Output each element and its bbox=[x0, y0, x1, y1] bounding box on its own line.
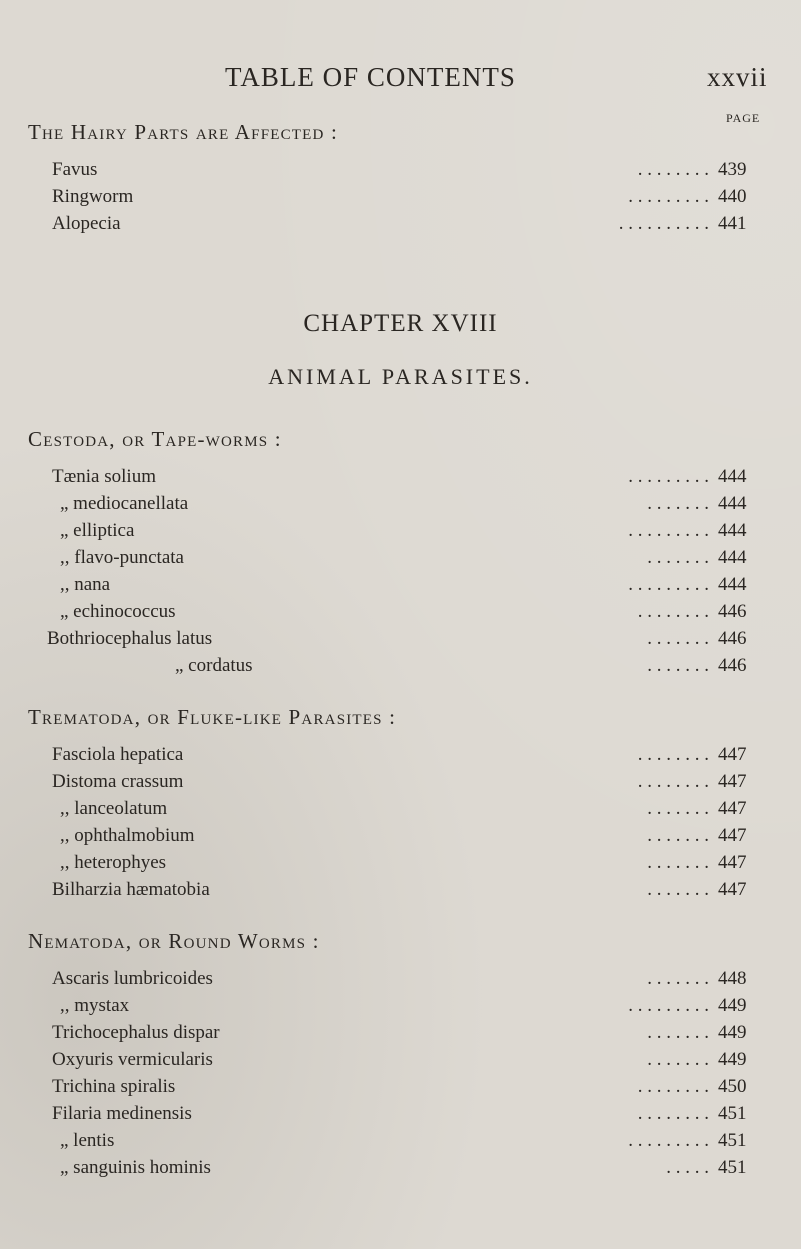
entry-leader: . . . . . . . bbox=[647, 1022, 709, 1043]
entry-name: ,, heterophyes bbox=[60, 852, 167, 873]
entry-name: Oxyuris vermicularis bbox=[52, 1049, 213, 1070]
entry-page: 447 bbox=[718, 744, 747, 765]
entry-name: Ascaris lumbricoides bbox=[52, 968, 213, 989]
entry-leader: . . . . . . . bbox=[647, 798, 709, 819]
entry-leader: . . . . . . . . . bbox=[628, 186, 709, 207]
entry-name: Distoma crassum bbox=[52, 771, 184, 792]
entry-leader: . . . . . . . . bbox=[637, 744, 709, 765]
section-heading-cestoda: Cestoda, or Tape-worms : bbox=[28, 427, 282, 451]
entry-page: 449 bbox=[718, 995, 747, 1016]
entry-name: ,, mystax bbox=[60, 995, 130, 1016]
entry-leader: . . . . . . . bbox=[647, 493, 709, 514]
toc-entry bbox=[0, 1046, 801, 1074]
toc-entry bbox=[0, 652, 801, 680]
toc-entry bbox=[0, 1073, 801, 1101]
running-head-page-number: xxvii bbox=[707, 62, 768, 92]
entry-leader: . . . . . . . bbox=[647, 852, 709, 873]
toc-entry bbox=[0, 1154, 801, 1182]
entry-page: 444 bbox=[718, 493, 747, 514]
toc-entry bbox=[0, 795, 801, 823]
toc-entry bbox=[0, 517, 801, 545]
chapter-title: ANIMAL PARASITES. bbox=[268, 364, 533, 389]
entry-leader: . . . . . . . . bbox=[637, 159, 709, 180]
entry-name: Bilharzia hæmatobia bbox=[52, 879, 210, 900]
entry-leader: . . . . . . . . . bbox=[628, 995, 709, 1016]
entry-leader: . . . . . . . . bbox=[637, 1076, 709, 1097]
section-heading-nematoda: Nematoda, or Round Worms : bbox=[28, 929, 320, 953]
section-heading-hairy-parts: The Hairy Parts are Affected : bbox=[28, 120, 339, 144]
entry-name: „ cordatus bbox=[175, 655, 253, 676]
entry-page: 441 bbox=[718, 213, 747, 234]
entry-leader: . . . . . . . bbox=[647, 628, 709, 649]
entry-page: 451 bbox=[718, 1130, 747, 1151]
entry-page: 450 bbox=[718, 1076, 747, 1097]
entry-name: „ lentis bbox=[60, 1130, 115, 1151]
entry-page: 447 bbox=[718, 852, 747, 873]
toc-entry bbox=[0, 1100, 801, 1128]
entry-page: 440 bbox=[718, 186, 747, 207]
toc-entry bbox=[0, 822, 801, 850]
entry-page: 451 bbox=[718, 1157, 747, 1178]
toc-entry bbox=[0, 544, 801, 572]
toc-entry bbox=[0, 992, 801, 1020]
toc-entry bbox=[0, 598, 801, 626]
toc-entry bbox=[0, 768, 801, 796]
entry-name: „ echinococcus bbox=[60, 601, 176, 622]
toc-entry bbox=[0, 156, 801, 184]
entry-leader: . . . . . . . bbox=[647, 825, 709, 846]
entry-page: 447 bbox=[718, 771, 747, 792]
entry-leader: . . . . . . . . bbox=[637, 771, 709, 792]
entry-name: Alopecia bbox=[52, 213, 121, 234]
entry-name: ,, flavo-punctata bbox=[60, 547, 184, 568]
toc-entry bbox=[0, 625, 801, 653]
entry-page: 447 bbox=[718, 798, 747, 819]
entry-leader: . . . . . . . . bbox=[637, 1103, 709, 1124]
toc-entry bbox=[0, 876, 801, 904]
entry-name: ,, lanceolatum bbox=[60, 798, 168, 819]
running-head-title: TABLE OF CONTENTS bbox=[225, 62, 516, 92]
entry-name: Trichina spiralis bbox=[52, 1076, 176, 1097]
entry-page: 451 bbox=[718, 1103, 747, 1124]
toc-entry bbox=[0, 741, 801, 769]
toc-entry bbox=[0, 490, 801, 518]
entry-page: 444 bbox=[718, 466, 747, 487]
entry-page: 446 bbox=[718, 601, 747, 622]
entry-leader: . . . . . . . . . bbox=[628, 574, 709, 595]
entry-page: 444 bbox=[718, 520, 747, 541]
entry-leader: . . . . . . . bbox=[647, 1049, 709, 1070]
entry-page: 448 bbox=[718, 968, 747, 989]
toc-entry bbox=[0, 1127, 801, 1155]
toc-entry bbox=[0, 571, 801, 599]
running-head bbox=[0, 60, 801, 100]
entry-name: Favus bbox=[52, 159, 98, 180]
entry-page: 449 bbox=[718, 1049, 747, 1070]
entry-name: Ringworm bbox=[52, 186, 134, 207]
entry-name: Tænia solium bbox=[52, 466, 156, 487]
entry-leader: . . . . . . . bbox=[647, 968, 709, 989]
entry-name: Bothriocephalus latus bbox=[47, 628, 213, 649]
toc-entry bbox=[0, 1019, 801, 1047]
entry-leader: . . . . . . . . . bbox=[628, 1130, 709, 1151]
entry-name: Filaria medinensis bbox=[52, 1103, 192, 1124]
entry-name: Fasciola hepatica bbox=[52, 744, 184, 765]
toc-entry bbox=[0, 965, 801, 993]
entry-name: Trichocephalus dispar bbox=[52, 1022, 220, 1043]
entry-page: 449 bbox=[718, 1022, 747, 1043]
entry-leader: . . . . . . . . . bbox=[628, 466, 709, 487]
chapter-number: CHAPTER XVIII bbox=[303, 310, 498, 337]
page-column-label: PAGE bbox=[726, 111, 761, 125]
toc-entry bbox=[0, 210, 801, 238]
entry-page: 447 bbox=[718, 825, 747, 846]
entry-leader: . . . . . . . bbox=[647, 879, 709, 900]
entry-name: „ sanguinis hominis bbox=[60, 1157, 211, 1178]
entry-leader: . . . . . . . bbox=[647, 547, 709, 568]
entry-page: 439 bbox=[718, 159, 747, 180]
entry-page: 444 bbox=[718, 574, 747, 595]
entry-page: 447 bbox=[718, 879, 747, 900]
entry-leader: . . . . . . . bbox=[647, 655, 709, 676]
entry-page: 444 bbox=[718, 547, 747, 568]
entry-leader: . . . . . . . . . bbox=[628, 520, 709, 541]
entry-page: 446 bbox=[718, 655, 747, 676]
toc-entry bbox=[0, 849, 801, 877]
section-heading-trematoda: Trematoda, or Fluke-like Parasites : bbox=[28, 705, 397, 729]
entry-leader: . . . . . bbox=[666, 1157, 709, 1178]
entry-page: 446 bbox=[718, 628, 747, 649]
toc-entry bbox=[0, 463, 801, 491]
entry-name: ,, nana bbox=[60, 574, 111, 595]
entry-name: „ mediocanellata bbox=[60, 493, 189, 514]
entry-leader: . . . . . . . . bbox=[637, 601, 709, 622]
toc-entry bbox=[0, 183, 801, 211]
entry-leader: . . . . . . . . . . bbox=[618, 213, 709, 234]
entry-name: ,, ophthalmobium bbox=[60, 825, 195, 846]
entry-name: „ elliptica bbox=[60, 520, 135, 541]
